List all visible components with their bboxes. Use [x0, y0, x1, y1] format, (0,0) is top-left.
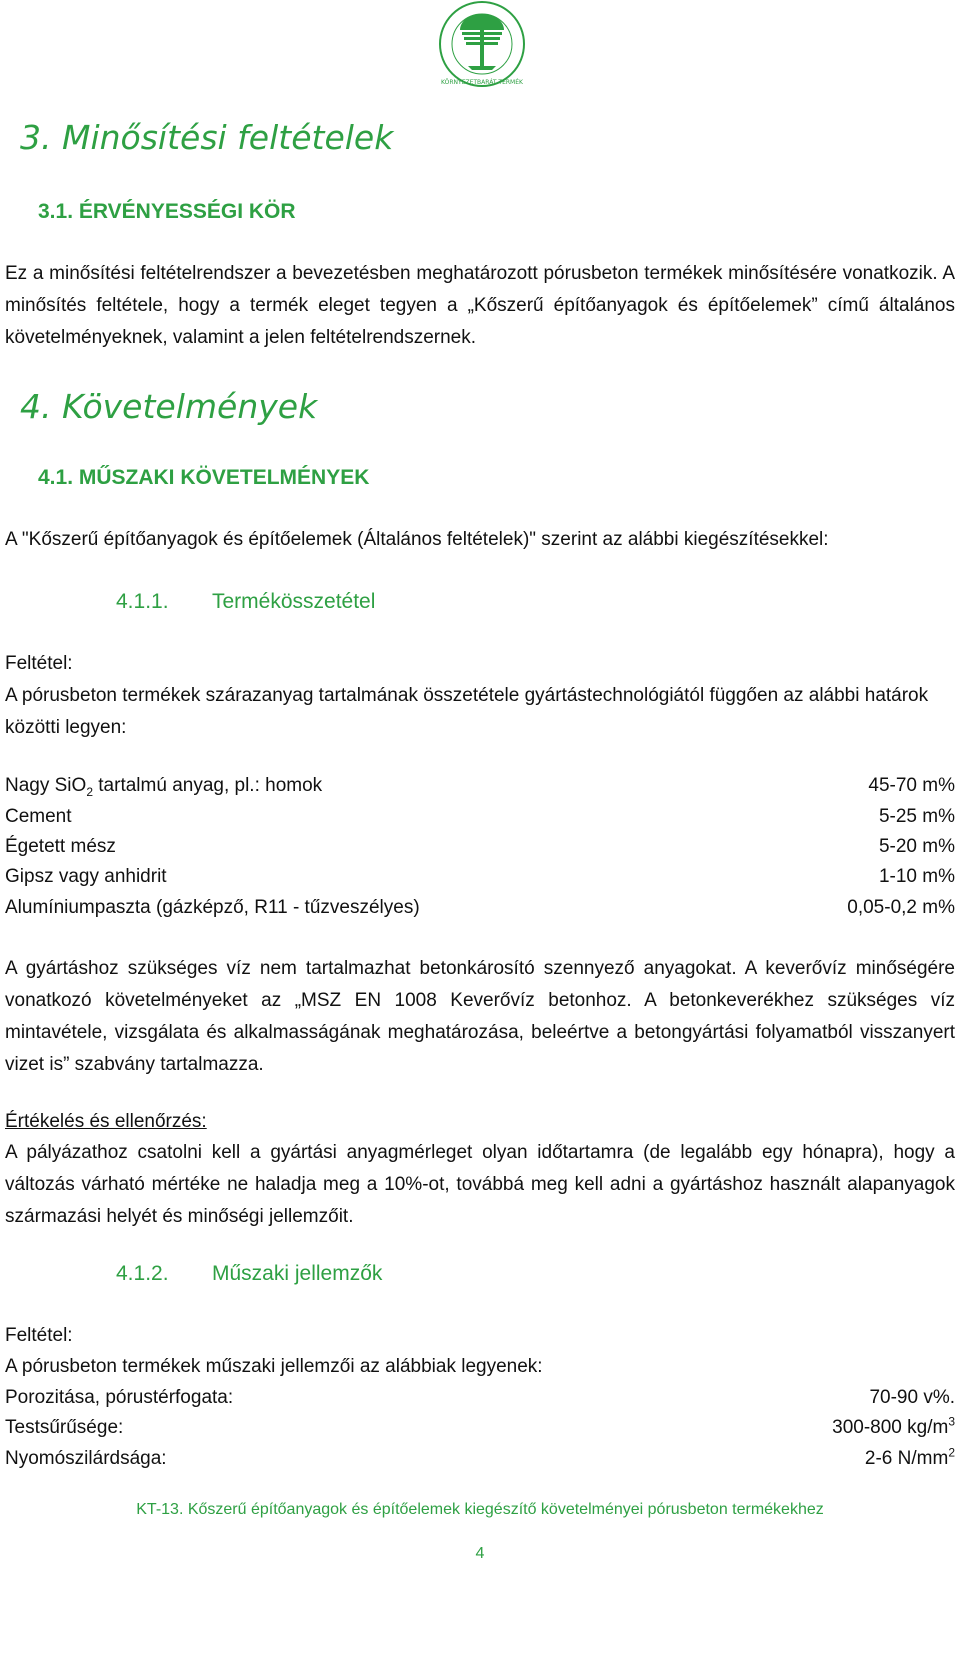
properties-condition-text: A pórusbeton termékek műszaki jellemzői az alábbiak legyenek:	[5, 1356, 543, 1377]
property-label: Testsűrűsége:	[5, 1417, 124, 1438]
composition-value: 0,05-0,2 m%	[847, 897, 955, 918]
composition-condition-text: A pórusbeton termékek szárazanyag tartalmának összetétele gyártástechnológiától függően az alábbi határok közötti legyen:	[5, 685, 929, 738]
composition-row	[5, 831, 955, 863]
composition-row	[5, 861, 955, 893]
composition-label: Nagy SiO$_2$ tartalmú anyag, pl.: homok	[5, 775, 323, 799]
water-paragraph: A gyártáshoz szükséges víz nem tartalmazhat betonkárosító szennyező anyagokat. A keverővíz minőségére vonatkozó követelményeket az „MSZ EN 1008 Keverővíz betonhoz. A betonkeverékhez szükséges víz mintavétele, vizsgálata és alkalmasságának meghatározása, beleértve a betongyártási folyamatból visszanyert vizet is” szabvány tartalmazza.	[5, 958, 955, 1075]
evaluation-paragraph: A pályázathoz csatolni kell a gyártási anyagmérleget olyan időtartamra (de legalább egy hónapra), hogy a változás várható mértéke ne haladja meg a 10%-ot, továbbá meg kell adni a gyártáshoz használt alapanyagok származási helyét és minőségi jellemzőit.	[5, 1142, 955, 1227]
property-label: Porozitása, pórustérfogata:	[5, 1387, 234, 1408]
section-4-1-1-number: 4.1.1.	[116, 590, 169, 613]
property-row	[5, 1412, 955, 1444]
evaluation-label: Értékelés és ellenőrzés:	[5, 1111, 207, 1132]
section-4-1-2-title: Műszaki jellemzők	[212, 1262, 383, 1285]
property-value: 2-6 $N/mm^2$	[864, 1445, 955, 1469]
section-3-1-heading: 3.1. ÉRVÉNYESSÉGI KÖR	[38, 200, 296, 223]
composition-row	[5, 770, 955, 802]
composition-value: 1-10 m%	[878, 866, 955, 887]
section-4-heading: 4. Követelmények	[20, 387, 318, 426]
composition-label: Alumíniumpaszta (gázképző, R11 - tűzveszélyes)	[5, 897, 420, 918]
section-3-heading: 3. Minősítési feltételek	[20, 118, 394, 157]
section-4-1-heading: 4.1. MŰSZAKI KÖVETELMÉNYEK	[38, 466, 370, 489]
page-number: 4	[475, 1545, 485, 1562]
footer-title: KT-13. Kőszerű építőanyagok és építőelemek kiegészítő követelményei pórusbeton termékekhez	[136, 1501, 824, 1518]
section-4-1-1-title: Termékösszetétel	[212, 590, 376, 613]
eco-label-logo	[438, 0, 526, 88]
property-value: 70-90 v%.	[869, 1387, 955, 1408]
property-row	[5, 1382, 955, 1414]
condition-label: Feltétel:	[5, 653, 73, 674]
composition-value: 5-20 m%	[878, 836, 955, 857]
composition-row	[5, 801, 955, 833]
section-3-1-paragraph: Ez a minősítési feltételrendszer a bevezetésben meghatározott pórusbeton termékek minősítésére vonatkozik. A minősítés feltétele, hogy a termék eleget tegyen a „Kőszerű építőanyagok és építőelemek” című általános követelményeknek, valamint a jelen feltételrendszernek.	[5, 263, 955, 348]
composition-label: Égetett mész	[5, 836, 116, 857]
property-row	[5, 1443, 955, 1475]
property-label: Nyomószilárdsága:	[5, 1448, 167, 1469]
composition-value: 5-25 m%	[878, 806, 955, 827]
svg-text:KÖRNYEZETBARÁT TERMÉK: KÖRNYEZETBARÁT TERMÉK	[441, 79, 523, 86]
composition-row	[5, 892, 955, 924]
composition-label: Cement	[5, 806, 72, 827]
property-value: 300-800 $kg/m^3$	[832, 1414, 955, 1438]
section-4-1-2-number: 4.1.2.	[116, 1262, 169, 1285]
section-4-1-paragraph: A "Kőszerű építőanyagok és építőelemek (Általános feltételek)" szerint az alábbi kiegészítésekkel:	[5, 529, 829, 550]
composition-label: Gipsz vagy anhidrit	[5, 866, 167, 887]
composition-value: 45-70 m%	[868, 775, 955, 796]
condition-label: Feltétel:	[5, 1325, 73, 1346]
